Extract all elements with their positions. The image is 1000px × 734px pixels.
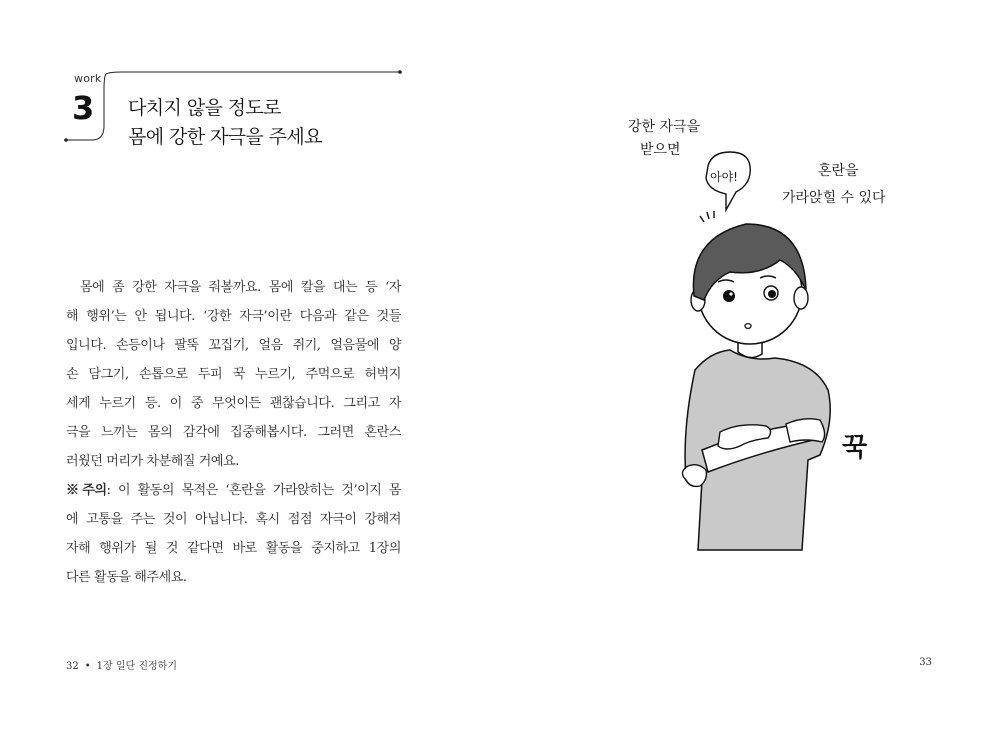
body-text [66, 273, 401, 592]
body-line: 입니다. 손등이나 팔뚝 꼬집기, 얼음 쥐기, 얼음물에 양 [66, 338, 401, 353]
body-line: 세게 누르기 등. 이 중 무엇이든 괜찮습니다. 그리고 자 [66, 396, 401, 411]
work-label: work [74, 72, 102, 85]
note-text: : 이 활동의 목적은 ‘혼란을 가라앉히는 것’이지 몸 [106, 483, 401, 498]
page-number: 32 [66, 661, 79, 672]
note-label: ※주의 [66, 483, 107, 498]
title-line-1: 다치지 않을 정도로 [128, 97, 281, 119]
body-line: 몸에 좀 강한 자극을 줘볼까요. 몸에 칼을 대는 등 ‘자 [80, 280, 401, 295]
note-line: 자해 행위가 될 것 같다면 바로 활동을 중지하고 1장의 [66, 541, 401, 556]
pain-marks-icon [700, 211, 714, 222]
person-figure [682, 224, 830, 550]
folio-left [66, 657, 177, 672]
title-line-2: 몸에 강한 자극을 주세요 [128, 126, 322, 148]
speech-bubble-text: 아야! [710, 170, 738, 184]
folio-separator: • [84, 661, 91, 672]
lower-hand [682, 465, 706, 487]
body-line: 손 담그기, 손톱으로 두피 꾹 누르기, 주먹으로 허벅지 [66, 367, 401, 382]
caption-left-2: 받으면 [640, 142, 681, 158]
body-line: 극을 느끼는 몸의 감각에 집중해봅시다. 그러면 혼란스 [66, 425, 401, 440]
illustration [590, 100, 910, 560]
sound-effect: 꾹 [842, 433, 868, 463]
work-number: 3 [72, 89, 95, 127]
eye-left [723, 290, 735, 302]
speech-bubble [706, 152, 750, 210]
page-number: 33 [919, 657, 932, 668]
note-line: 에 고통을 주는 것이 아닙니다. 혹시 점점 자극이 강해져 [66, 512, 401, 527]
caption-right-1: 혼란을 [818, 163, 859, 179]
note-line: 다른 활동을 해주세요. [66, 570, 187, 585]
caption-right-2: 가라앉힐 수 있다 [782, 190, 886, 206]
body-line: 해 행위’는 안 됩니다. ‘강한 자극’이란 다음과 같은 것들 [66, 309, 401, 324]
body-line: 러웠던 머리가 차분해질 거예요. [66, 454, 239, 469]
note-line [66, 476, 401, 505]
caption-left-1: 강한 자극을 [628, 119, 701, 135]
chapter-title: 1장 일단 진정하기 [96, 661, 177, 672]
